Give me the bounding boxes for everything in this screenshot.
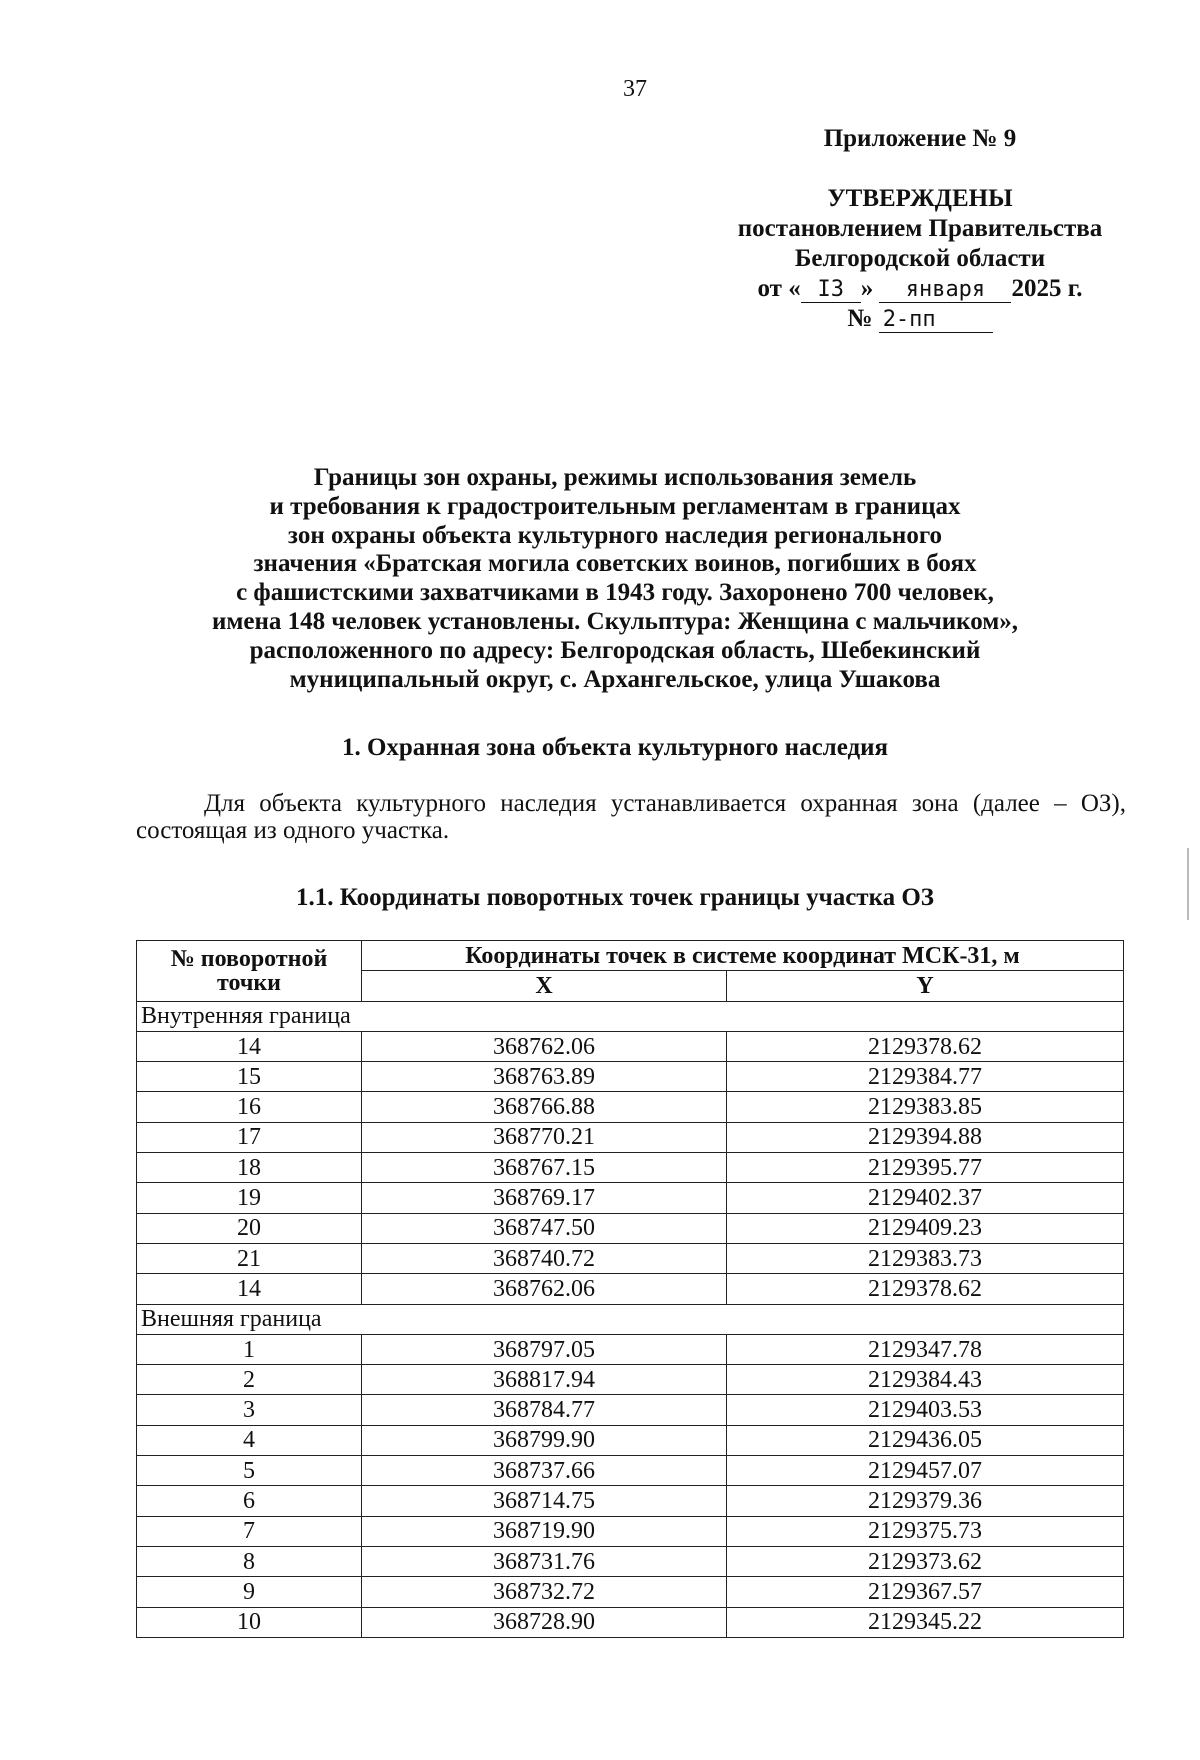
document-title	[160, 464, 1070, 694]
table-row	[137, 1546, 1124, 1576]
title-line: с фашистскими захватчиками в 1943 году. Захоронено 700 человек,	[236, 579, 994, 607]
cell-y: 2129383.73	[727, 1243, 1124, 1273]
table-row	[137, 1153, 1124, 1183]
number-value: 2-пп	[879, 308, 993, 333]
cell-y: 2129457.07	[727, 1456, 1124, 1486]
table-row	[137, 1122, 1124, 1152]
table-row	[137, 1092, 1124, 1122]
group-fill	[362, 1304, 1124, 1334]
cell-x: 368728.90	[362, 1607, 727, 1637]
cell-x: 368737.66	[362, 1456, 727, 1486]
cell-point: 20	[137, 1213, 362, 1243]
approval-block	[700, 124, 1140, 334]
date-mid: »	[860, 275, 874, 302]
cell-point: 9	[137, 1577, 362, 1607]
cell-y: 2129409.23	[727, 1213, 1124, 1243]
header-y: Y	[727, 971, 1124, 1001]
cell-x: 368817.94	[362, 1365, 727, 1395]
title-line: расположенного по адресу: Белгородская область, Шебекинский	[249, 636, 981, 664]
cell-y: 2129379.36	[727, 1486, 1124, 1516]
cell-x: 368763.89	[362, 1062, 727, 1092]
cell-point: 8	[137, 1546, 362, 1576]
subsection-1-1-title: 1.1. Координаты поворотных точек границы участка ОЗ	[296, 884, 934, 911]
number-prefix: №	[847, 305, 873, 332]
group-label: Внешняя граница	[137, 1304, 362, 1334]
section-1-title: 1. Охранная зона объекта культурного наследия	[341, 734, 889, 761]
cell-y: 2129347.78	[727, 1334, 1124, 1364]
cell-point: 3	[137, 1395, 362, 1425]
cell-x: 368714.75	[362, 1486, 727, 1516]
page-number: 37	[623, 76, 647, 102]
cell-x: 368766.88	[362, 1092, 727, 1122]
date-year: 2025 г.	[1011, 275, 1083, 302]
cell-point: 1	[137, 1334, 362, 1364]
cell-x: 368740.72	[362, 1243, 727, 1273]
section-1-paragraph: Для объекта культурного наследия устанавливается охранная зона (далее – ОЗ), состоящая из одного участка.	[136, 790, 1126, 844]
header-coordinates: Координаты точек в системе координат МСК-31, м	[362, 941, 1124, 971]
cell-x: 368797.05	[362, 1334, 727, 1364]
cell-point: 14	[137, 1031, 362, 1061]
approval-date	[700, 274, 1140, 304]
header-point-number: № поворотной точки	[137, 941, 362, 1002]
cell-point: 18	[137, 1153, 362, 1183]
title-line: и требования к градостроительным регламентам в границах	[269, 492, 961, 520]
table-row	[137, 1456, 1124, 1486]
group-fill	[362, 1001, 1124, 1031]
cell-y: 2129378.62	[727, 1031, 1124, 1061]
cell-point: 7	[137, 1516, 362, 1546]
header-x: X	[362, 971, 727, 1001]
title-line: зон охраны объекта культурного наследия регионального	[287, 521, 943, 549]
table-row	[137, 1274, 1124, 1304]
cell-x: 368762.06	[362, 1274, 727, 1304]
cell-y: 2129384.43	[727, 1365, 1124, 1395]
cell-y: 2129436.05	[727, 1425, 1124, 1455]
date-day: I3	[801, 278, 861, 303]
cell-point: 21	[137, 1243, 362, 1273]
group-row	[137, 1304, 1124, 1334]
cell-x: 368767.15	[362, 1153, 727, 1183]
table-row	[137, 1395, 1124, 1425]
cell-x: 368747.50	[362, 1213, 727, 1243]
cell-y: 2129402.37	[727, 1183, 1124, 1213]
approved-by-line-2: Белгородской области	[794, 245, 1046, 272]
cell-y: 2129373.62	[727, 1546, 1124, 1576]
cell-x: 368770.21	[362, 1122, 727, 1152]
table-row	[137, 1365, 1124, 1395]
coordinates-table	[136, 940, 1124, 1638]
table-row	[137, 1031, 1124, 1061]
title-line: значения «Братская могила советских воинов, погибших в боях	[253, 550, 977, 578]
table-row	[137, 1577, 1124, 1607]
cell-x: 368732.72	[362, 1577, 727, 1607]
approval-number	[700, 304, 1140, 334]
cell-point: 16	[137, 1092, 362, 1122]
group-label: Внутренняя граница	[137, 1001, 362, 1031]
cell-point: 15	[137, 1062, 362, 1092]
cell-y: 2129403.53	[727, 1395, 1124, 1425]
appendix-label: Приложение № 9	[823, 125, 1017, 152]
table-row	[137, 1425, 1124, 1455]
cell-point: 5	[137, 1456, 362, 1486]
cell-y: 2129395.77	[727, 1153, 1124, 1183]
cell-y: 2129384.77	[727, 1062, 1124, 1092]
approved-heading: УТВЕРЖДЕНЫ	[827, 185, 1013, 212]
cell-point: 2	[137, 1365, 362, 1395]
table-row	[137, 1213, 1124, 1243]
cell-y: 2129375.73	[727, 1516, 1124, 1546]
cell-x: 368719.90	[362, 1516, 727, 1546]
title-line: имена 148 человек установлены. Скульптура: Женщина с мальчиком»,	[211, 607, 1019, 635]
cell-y: 2129345.22	[727, 1607, 1124, 1637]
table-row	[137, 1486, 1124, 1516]
cell-y: 2129383.85	[727, 1092, 1124, 1122]
cell-point: 19	[137, 1183, 362, 1213]
table-row	[137, 1243, 1124, 1273]
table-row	[137, 1516, 1124, 1546]
cell-point: 17	[137, 1122, 362, 1152]
cell-x: 368731.76	[362, 1546, 727, 1576]
table-row	[137, 1062, 1124, 1092]
date-prefix: от «	[757, 275, 801, 302]
title-line: Границы зон охраны, режимы использования земель	[313, 464, 917, 491]
scan-edge-mark	[1187, 848, 1189, 920]
cell-y: 2129378.62	[727, 1274, 1124, 1304]
cell-point: 14	[137, 1274, 362, 1304]
approved-by-line-1: постановлением Правительства	[737, 215, 1103, 242]
date-month: января	[879, 278, 1011, 303]
coordinates-table-body	[137, 1001, 1124, 1637]
cell-point: 4	[137, 1425, 362, 1455]
cell-x: 368799.90	[362, 1425, 727, 1455]
cell-y: 2129367.57	[727, 1577, 1124, 1607]
cell-point: 6	[137, 1486, 362, 1516]
title-line: муниципальный округ, с. Архангельское, улица Ушакова	[289, 665, 941, 693]
cell-x: 368769.17	[362, 1183, 727, 1213]
table-row	[137, 1607, 1124, 1637]
cell-point: 10	[137, 1607, 362, 1637]
cell-y: 2129394.88	[727, 1122, 1124, 1152]
cell-x: 368784.77	[362, 1395, 727, 1425]
table-row	[137, 1183, 1124, 1213]
table-row	[137, 1334, 1124, 1364]
group-row	[137, 1001, 1124, 1031]
cell-x: 368762.06	[362, 1031, 727, 1061]
